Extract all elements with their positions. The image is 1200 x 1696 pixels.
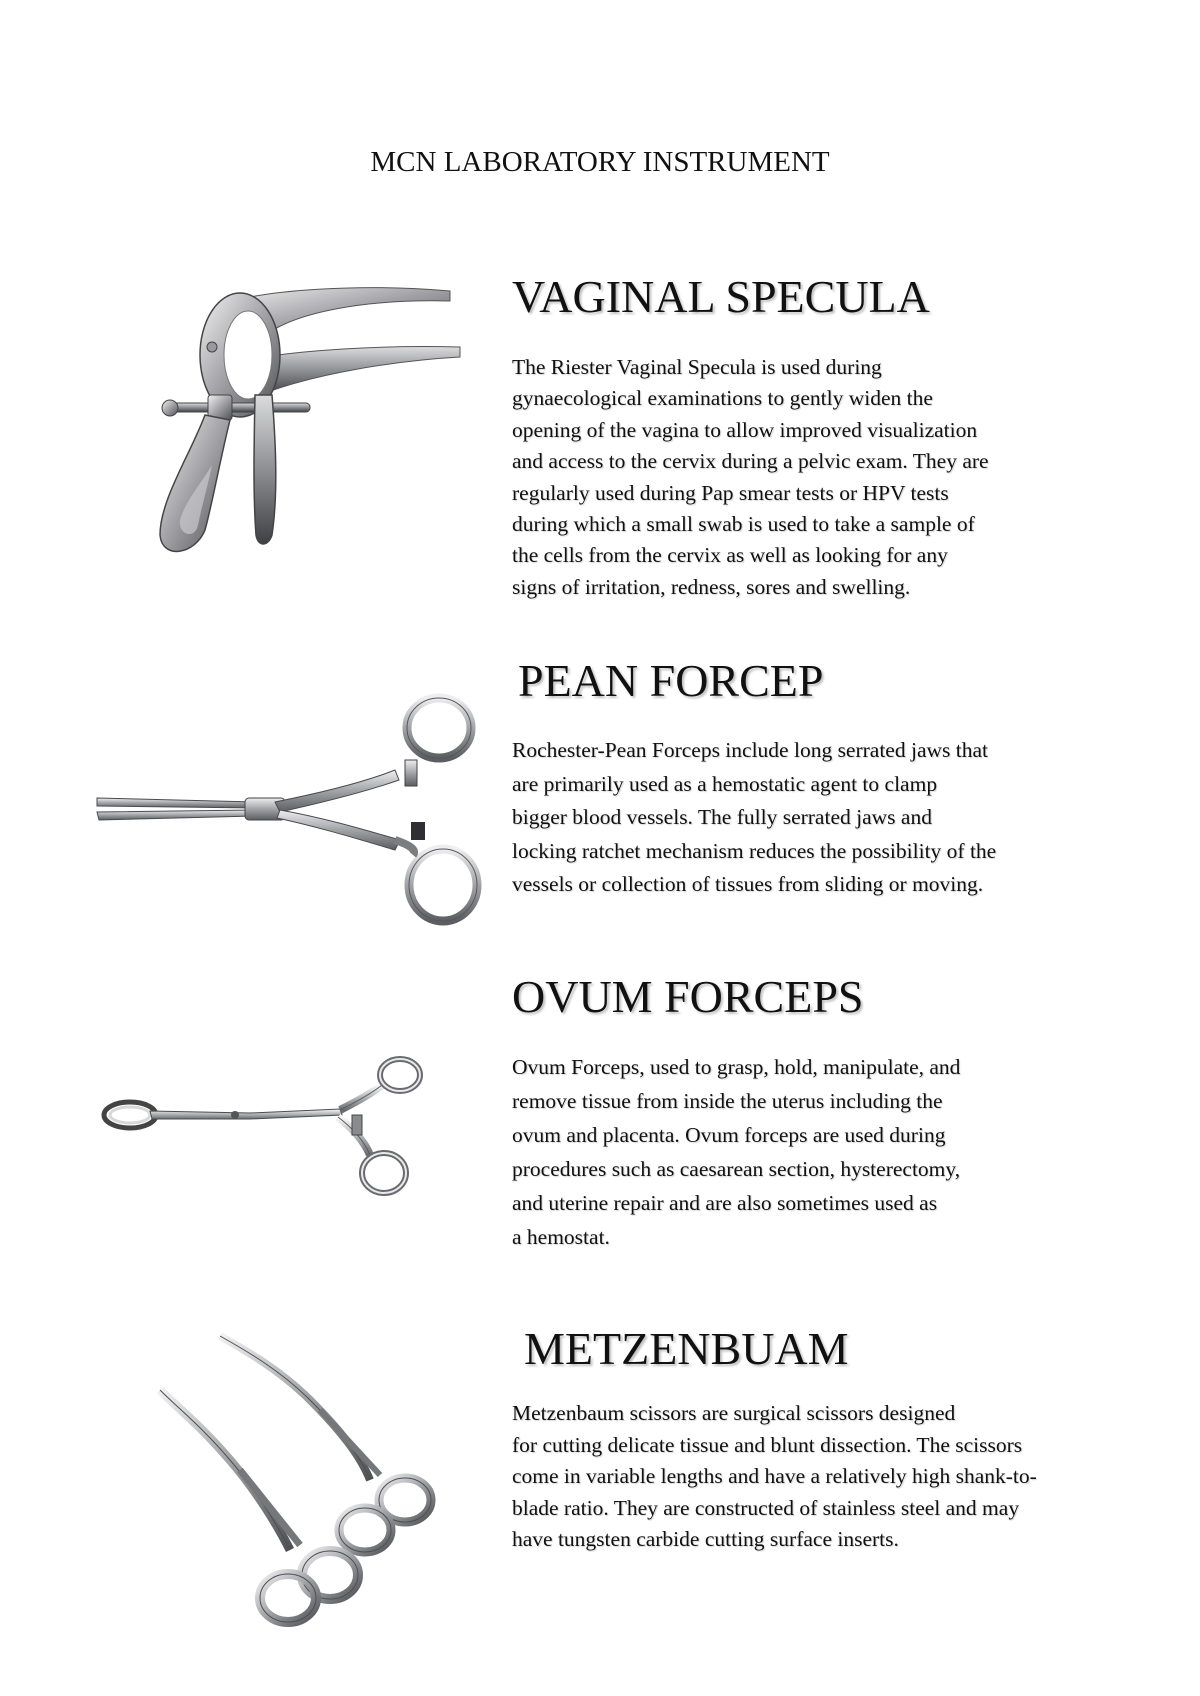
section-body-metzenbuam: Metzenbaum scissors are surgical scissors designed for cutting delicate tissue and blunt dissection. The scissors come in variable lengths and have a relatively high shank-to- blade ratio. They are constructed of stainless steel and may have tungsten carbide cutting surface inserts. — [512, 1401, 1037, 1552]
section-heading-ovum-forceps: OVUM FORCEPS — [512, 971, 864, 1022]
ovum-forceps-illustration — [100, 1055, 430, 1205]
page-title: MCN LABORATORY INSTRUMENT — [370, 146, 830, 178]
section-heading-pean-forcep: PEAN FORCEP — [518, 655, 824, 706]
section-body-pean-forcep: Rochester-Pean Forceps include long serrated jaws that are primarily used as a hemostatic agent to clamp bigger blood vessels. The fully serrated jaws and locking ratchet mechanism reduces the possibility of the vessels or collection of tissues from sliding or moving. — [512, 738, 997, 897]
section-body-ovum-forceps: Ovum Forceps, used to grasp, hold, manipulate, and remove tissue from inside the uterus including the ovum and placenta. Ovum forceps are used during procedures such as caesarean section, hysterectomy, and uterine repair and are also sometimes used as a hemostat. — [512, 1055, 961, 1249]
metzenbaum-scissors-illustration — [150, 1330, 490, 1630]
pean-forceps-illustration — [95, 690, 485, 930]
vaginal-speculum-illustration — [150, 285, 470, 595]
section-body-vaginal-specula: The Riester Vaginal Specula is used during gynaecological examinations to gently widen the opening of the vagina to allow improved visualization and access to the cervix during a pelvic exam. They are regularly used during Pap smear tests or HPV tests during which a small swab is used to take a sample of the cells from the cervix as well as looking for any signs of irritation, redness, sores and swelling. — [512, 355, 989, 599]
section-heading-metzenbuam: METZENBUAM — [524, 1323, 849, 1374]
section-heading-vaginal-specula: VAGINAL SPECULA — [512, 271, 930, 322]
